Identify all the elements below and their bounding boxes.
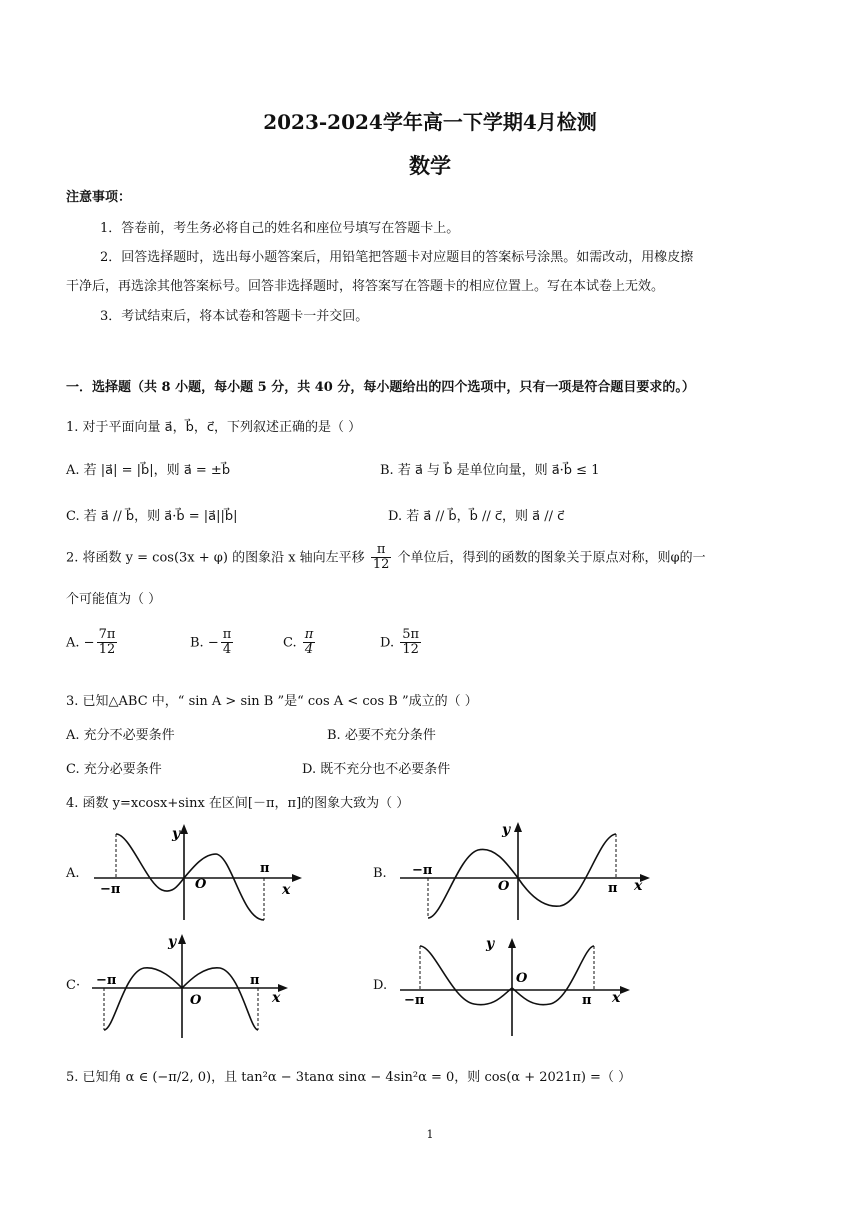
notice-item-2-line1: 2．回答选择题时，选出每小题答案后，用铅笔把答题卡对应题目的答案标号涂黑。如需改动，用橡皮擦 xyxy=(100,250,694,265)
question-1-option-c: C. 若 a⃗ // b⃗，则 a⃗·b⃗ = |a⃗||b⃗| xyxy=(66,509,238,524)
neg-pi-label: −π xyxy=(96,973,117,988)
notice-item-2-line2: 干净后，再选涂其他答案标号。回答非选择题时，将答案写在答题卡的相应位置上。写在本试卷上无效。 xyxy=(66,279,665,294)
question-5-stem-part-b: ，且 tan²α − 3tanα sinα − 4sin²α = 0，则 cos(α + 2021π) =（ ） xyxy=(211,1070,632,1085)
option-label: D. xyxy=(380,635,395,651)
pi-label: π xyxy=(582,993,592,1008)
notice-item-1: 1．答卷前，考生务必将自己的姓名和座位号填写在答题卡上。 xyxy=(100,221,460,236)
fraction-denominator: 12 xyxy=(98,642,116,658)
option-fraction xyxy=(97,628,118,658)
option-fraction xyxy=(221,628,234,658)
neg-pi-label: −π xyxy=(412,863,433,878)
section-heading: 一．选择题（共 8 小题，每小题 5 分，共 40 分，每小题给出的四个选项中，只有一项是符合题目要求的。） xyxy=(66,380,695,395)
neg-pi-label: −π xyxy=(404,993,425,1008)
axis-x-label: x xyxy=(282,882,291,898)
question-2-stem xyxy=(66,543,706,573)
notice-item-3: 3．考试结束后，将本试卷和答题卡一并交回。 xyxy=(100,309,369,324)
page-number: 1 xyxy=(426,1128,434,1141)
origin-label: O xyxy=(498,879,510,894)
axis-y-label: y xyxy=(172,826,181,842)
pi-label: π xyxy=(260,861,270,876)
axis-y-label: y xyxy=(486,936,495,952)
fraction-numerator: π xyxy=(222,627,232,642)
fraction-denominator: 12 xyxy=(402,642,419,658)
graph-option-a xyxy=(92,820,304,922)
question-1-stem: 1. 对于平面向量 a⃗，b⃗，c⃗，下列叙述正确的是（ ） xyxy=(66,420,362,435)
question-2-option-a xyxy=(66,628,119,658)
question-3-stem: 3. 已知△ABC 中，“ sin A > sin B ”是“ cos A < cos B ”成立的（ ） xyxy=(66,694,478,709)
question-3-option-b: B. 必要不充分条件 xyxy=(327,728,436,743)
exam-title: 2023-2024学年高一下学期4月检测 xyxy=(263,110,597,134)
fraction-denominator: 12 xyxy=(372,557,390,573)
question-5-stem-part-a: 5. 已知角 α ∈ xyxy=(66,1070,149,1085)
question-2-option-b xyxy=(190,628,235,658)
graph-option-d-label: D. xyxy=(373,978,388,993)
question-2-option-c xyxy=(283,628,317,658)
fraction-numerator: 7π xyxy=(98,627,116,642)
graph-option-c-label: C· xyxy=(66,978,81,993)
fraction-numerator: π xyxy=(304,627,314,642)
question-3-option-d: D. 既不充分也不必要条件 xyxy=(302,762,451,777)
option-fraction xyxy=(303,628,316,658)
question-2-shift-fraction xyxy=(371,543,392,573)
axis-y-label: y xyxy=(168,934,177,950)
question-1-option-b: B. 若 a⃗ 与 b⃗ 是单位向量，则 a⃗·b⃗ ≤ 1 xyxy=(380,463,600,478)
neg-pi-label: −π xyxy=(100,882,121,897)
axis-x-label: x xyxy=(634,878,643,894)
graph-option-a-label: A. xyxy=(66,866,80,881)
fraction-denominator: 4 xyxy=(304,642,314,658)
minus-sign: − xyxy=(83,635,95,651)
axis-y-label: y xyxy=(502,822,511,838)
graph-option-d xyxy=(398,932,634,1038)
pi-label: π xyxy=(250,973,260,988)
origin-label: O xyxy=(190,993,202,1008)
question-2-stem-part-b: 个单位后，得到的函数的图象关于原点对称，则φ的一 xyxy=(397,550,706,566)
fraction-numerator: 5π xyxy=(402,627,420,642)
pi-label: π xyxy=(608,881,618,896)
origin-label: O xyxy=(516,971,528,986)
notice-heading: 注意事项： xyxy=(66,190,132,205)
fraction-numerator: π xyxy=(371,543,392,558)
exam-subject: 数学 xyxy=(409,153,451,178)
question-3-option-a: A. 充分不必要条件 xyxy=(66,728,175,743)
origin-label: O xyxy=(195,877,207,892)
question-3-option-c: C. 充分必要条件 xyxy=(66,762,162,777)
question-1-option-d: D. 若 a⃗ // b⃗，b⃗ // c⃗，则 a⃗ // c⃗ xyxy=(388,509,565,524)
axis-x-label: x xyxy=(272,990,281,1006)
graph-option-b-label: B. xyxy=(373,866,387,881)
question-4-stem: 4. 函数 y=xcosx+sinx 在区间[－π，π]的图象大致为（ ） xyxy=(66,796,410,811)
fraction-denominator: 4 xyxy=(222,642,232,658)
question-2-stem-part-a: 2. 将函数 y = cos(3x + φ) 的图象沿 x 轴向左平移 xyxy=(66,550,365,566)
question-2-stem-part-c: 个可能值为（ ） xyxy=(66,592,162,607)
graph-option-b xyxy=(398,818,654,922)
question-5-stem xyxy=(66,1066,631,1085)
question-2-option-d xyxy=(380,628,423,658)
question-1-option-a: A. 若 |a⃗| = |b⃗|，则 a⃗ = ±b⃗ xyxy=(66,463,231,478)
option-label: C. xyxy=(283,635,297,651)
option-label: B. xyxy=(190,635,204,651)
graph-option-c xyxy=(90,928,290,1040)
option-label: A. xyxy=(66,635,80,651)
question-5-interval: (−π/2, 0) xyxy=(152,1070,212,1085)
option-fraction xyxy=(400,628,421,658)
axis-x-label: x xyxy=(612,990,621,1006)
minus-sign: − xyxy=(207,635,219,651)
